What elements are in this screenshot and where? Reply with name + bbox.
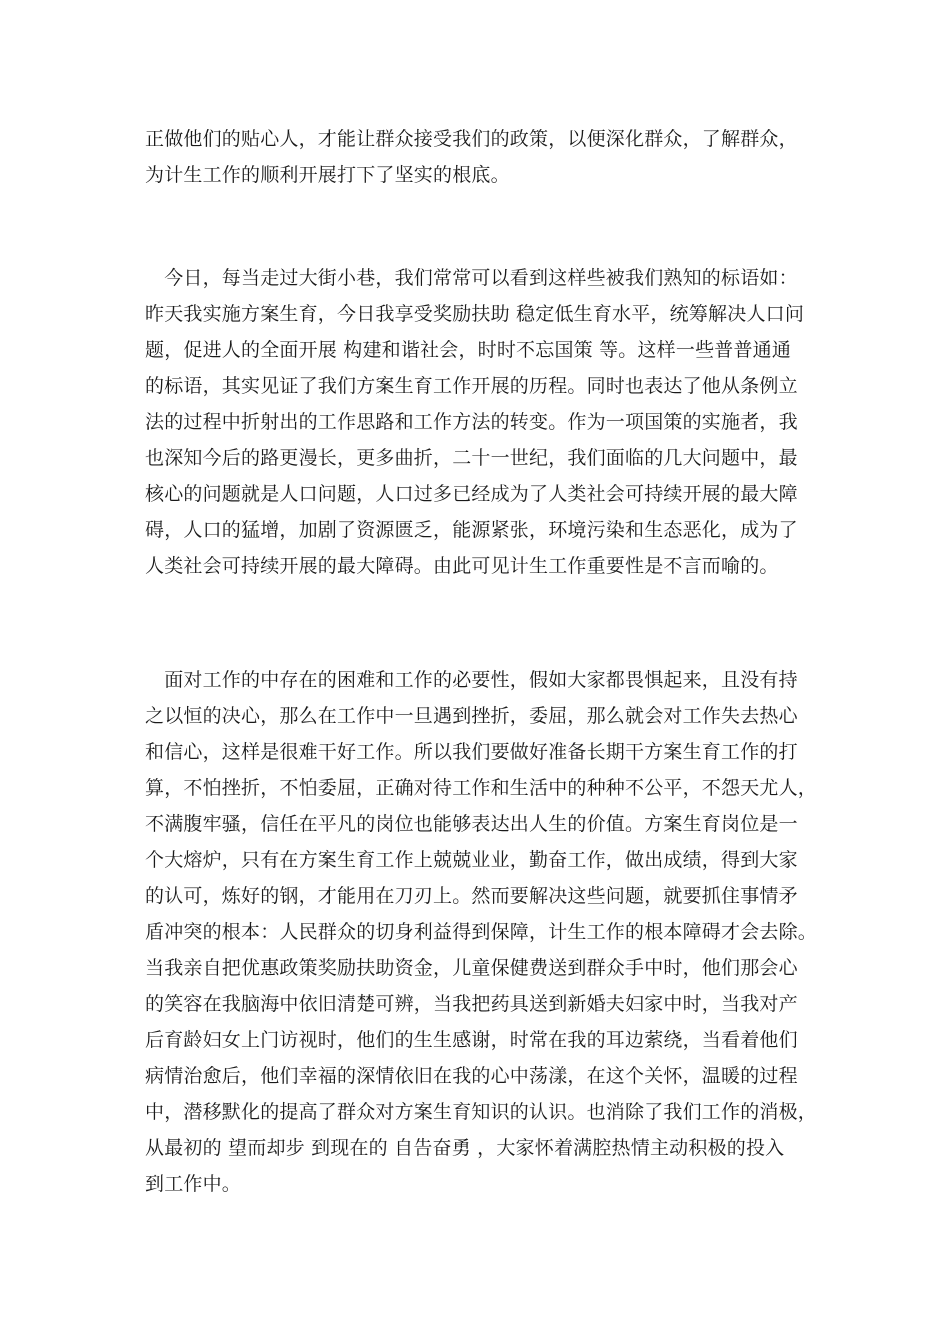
paragraph-line: 法的过程中折射出的工作思路和工作方法的转变。作为一项国策的实施者，我 — [145, 411, 798, 433]
paragraph-line: 当我亲自把优惠政策奖励扶助资金，儿童保健费送到群众手中时，他们那会心 — [145, 957, 798, 979]
paragraph-line: 核心的问题就是人口问题，人口过多已经成为了人类社会可持续开展的最大障 — [145, 483, 798, 505]
paragraph-line: 今日，每当走过大街小巷，我们常常可以看到这样些被我们熟知的标语如： — [145, 267, 798, 289]
paragraph-line: 也深知今后的路更漫长，更多曲折，二十一世纪，我们面临的几大问题中，最 — [145, 447, 798, 469]
paragraph-line: 之以恒的决心，那么在工作中一旦遇到挫折，委屈，那么就会对工作失去热心 — [145, 705, 798, 727]
paragraph-line: 不满腹牢骚，信任在平凡的岗位也能够表达出人生的价值。方案生育岗位是一 — [145, 813, 798, 835]
paragraph-line: 人类社会可持续开展的最大障碍。由此可见计生工作重要性是不言而喻的。 — [145, 555, 779, 577]
paragraph-line: 为计生工作的顺利开展打下了坚实的根底。 — [145, 164, 510, 186]
paragraph-line: 后育龄妇女上门访视时，他们的生生感谢，时常在我的耳边萦绕，当看着他们 — [145, 1029, 798, 1051]
paragraph-line: 面对工作的中存在的困难和工作的必要性，假如大家都畏惧起来，且没有持 — [145, 669, 798, 691]
paragraph-line: 中，潜移默化的提高了群众对方案生育知识的认识。也消除了我们工作的消极， — [145, 1101, 818, 1123]
paragraph-line: 算，不怕挫折，不怕委屈，正确对待工作和生活中的种种不公平，不怨天尤人， — [145, 777, 818, 799]
paragraph-line: 病情治愈后，他们幸福的深情依旧在我的心中荡漾，在这个关怀，温暖的过程 — [145, 1065, 798, 1087]
paragraph-line: 从最初的 望而却步 到现在的 自告奋勇 ，大家怀着满腔热情主动积极的投入 — [145, 1137, 785, 1159]
paragraph-line: 的笑容在我脑海中依旧清楚可辨，当我把药具送到新婚夫妇家中时，当我对产 — [145, 993, 798, 1015]
paragraph-line: 题，促进人的全面开展 构建和谐社会，时时不忘国策 等。这样一些普普通通 — [145, 339, 792, 361]
paragraph-line: 昨天我实施方案生育，今日我享受奖励扶助 稳定低生育水平，统筹解决人口问 — [145, 303, 805, 325]
paragraph-line: 正做他们的贴心人，才能让群众接受我们的政策，以便深化群众，了解群众， — [145, 128, 798, 150]
paragraph-line: 盾冲突的根本：人民群众的切身利益得到保障，计生工作的根本障碍才会去除。 — [145, 921, 818, 943]
paragraph-line: 到工作中。 — [145, 1173, 242, 1195]
paragraph-line: 个大熔炉，只有在方案生育工作上兢兢业业，勤奋工作，做出成绩，得到大家 — [145, 849, 798, 871]
paragraph-line: 的标语，其实见证了我们方案生育工作开展的历程。同时也表达了他从条例立 — [145, 375, 798, 397]
paragraph-line: 和信心，这样是很难干好工作。所以我们要做好准备长期干方案生育工作的打 — [145, 741, 798, 763]
paragraph-line: 碍，人口的猛增，加剧了资源匮乏，能源紧张，环境污染和生态恶化，成为了 — [145, 519, 798, 541]
paragraph-line: 的认可，炼好的钢，才能用在刀刃上。然而要解决这些问题，就要抓住事情矛 — [145, 885, 798, 907]
